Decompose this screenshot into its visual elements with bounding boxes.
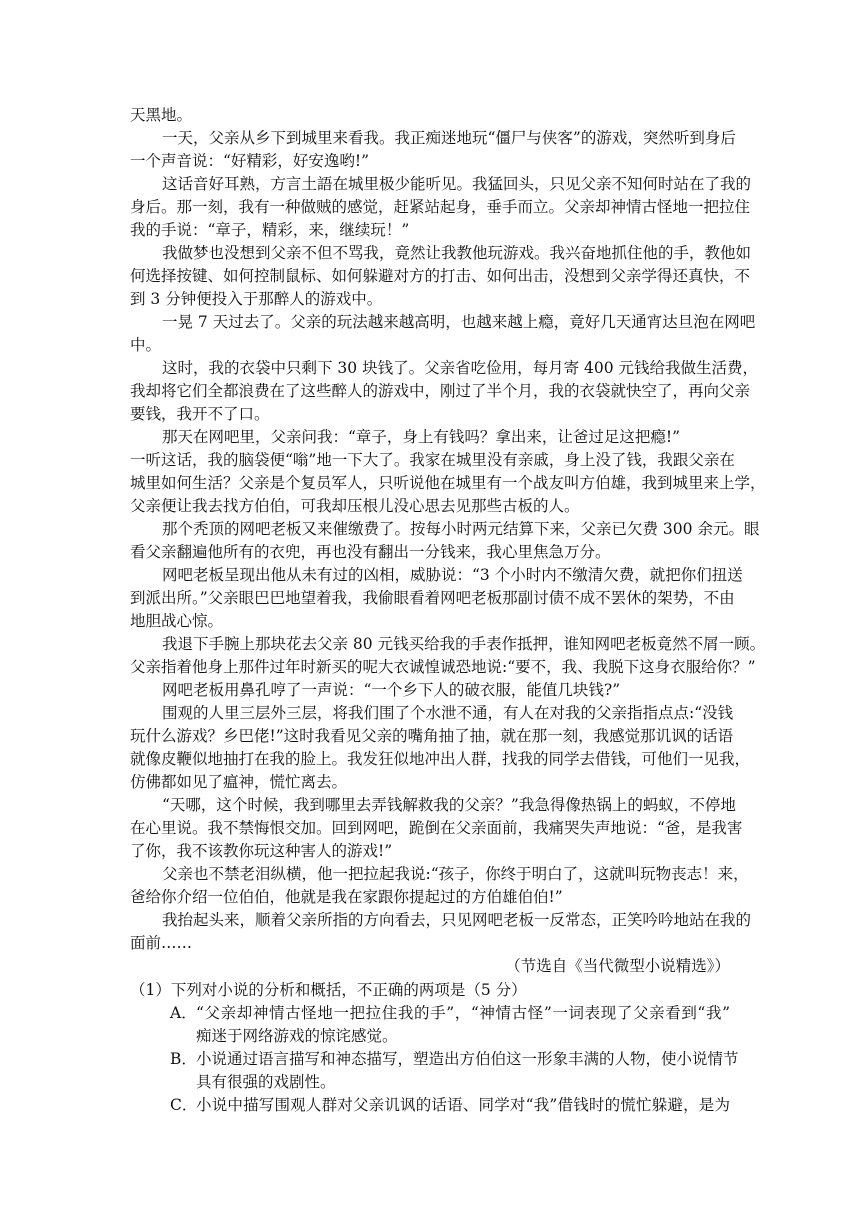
- passage-line: 仿佛都如见了瘟神，慌忙离去。: [130, 773, 348, 791]
- passage-line: 一晃 7 天过去了。父亲的玩法越来越高明，也越来越上瘾，竟好几天通宵达旦泡在网吧: [162, 313, 756, 331]
- passage-line: 我退下手腕上那块花去父亲 80 元钱买给我的手表作抵押，谁知网吧老板竟然不屑一顾。: [162, 635, 766, 653]
- passage-line: 爸给你介绍一位伯伯，他就是我在家跟你提起过的方伯雄伯伯!”: [130, 888, 563, 906]
- passage-line: 了你，我不该教你玩这种害人的游戏!”: [130, 842, 393, 860]
- passage-line: 围观的人里三层外三层，将我们围了个水泄不通，有人在对我的父亲指指点点:“没钱: [162, 704, 734, 722]
- passage-line: 就像皮鞭似地抽打在我的脸上。我发狂似地冲出人群，找我的同学去借钱，可他们一见我，: [130, 750, 751, 768]
- passage-line: 我做梦也没想到父亲不但不骂我，竟然让我教他玩游戏。我兴奋地抓住他的手，教他如: [162, 244, 752, 262]
- passage-line: 在心里说。我不禁悔恨交加。回到网吧，跪倒在父亲面前，我痛哭失声地说：“爸，是我害: [130, 819, 743, 837]
- option-b-label: B．: [170, 1050, 197, 1068]
- passage-line: 我抬起头来，顺着父亲所指的方向看去，只见网吧老板一反常态，正笑吟吟地站在我的: [162, 911, 752, 929]
- passage-line: 我的手说：“章子，精彩，来，继续玩！”: [130, 221, 410, 239]
- passage-line: 那个秃顶的网吧老板又来催缴费了。按每小时两元结算下来，父亲已欠费 300 余元。眼: [162, 520, 760, 538]
- passage-line: 身后。那一刻，我有一种做贼的感觉，赶紧站起身，垂手而立。父亲却神情古怪地一把拉住: [130, 198, 751, 216]
- passage-line: 看父亲翻遍他所有的衣兜，再也没有翻出一分钱来，我心里焦急万分。: [130, 543, 611, 561]
- passage-line: 到 3 分钟便投入于那醉人的游戏中。: [130, 290, 383, 308]
- passage-line: 中。: [130, 336, 162, 354]
- passage-line: 要钱，我开不了口。: [130, 405, 270, 423]
- passage-line: 玩什么游戏？乡巴佬!”这时我看见父亲的嘴角抽了抽，就在那一刻，我感觉那讥讽的话语: [130, 727, 734, 745]
- option-a-text: “父亲却神情古怪地一把拉住我的手”，“神情古怪”一词表现了父亲看到“我”: [196, 1004, 730, 1022]
- option-c-label: C．: [170, 1096, 198, 1114]
- passage-line: 何选择按键、如何控制鼠标、如何躲避对方的打击、如何出击，没想到父亲学得还真快，不: [130, 267, 751, 285]
- option-a-text: 痴迷于网络游戏的惊诧感觉。: [196, 1027, 398, 1045]
- passage-line: 网吧老板呈现出他从未有过的凶相，威胁说：“3 个小时内不缴清欠费，就把你们扭送: [162, 566, 743, 584]
- option-b-text: 小说通过语言描写和神态描写，塑造出方伯伯这一形象丰满的人物，使小说情节: [196, 1050, 739, 1068]
- passage-line: 网吧老板用鼻孔哼了一声说：“一个乡下人的破衣服，能值几块钱?”: [162, 681, 621, 699]
- passage-line: 我却将它们全都浪费在了这些醉人的游戏中，刚过了半个月，我的衣袋就快空了，再向父亲: [130, 382, 751, 400]
- passage-line: 一个声音说：“好精彩，好安逸哟!”: [130, 152, 370, 170]
- passage-line: 这话音好耳熟，方言土語在城里极少能听见。我猛回头，只见父亲不知何时站在了我的: [162, 175, 752, 193]
- passage-line: 父亲便让我去找方伯伯，可我却压根儿没心思去见那些古板的人。: [130, 497, 580, 515]
- passage-line: 一天，父亲从乡下到城里来看我。我正痴迷地玩“僵尸与侠客”的游戏，突然听到身后: [162, 129, 736, 147]
- option-c-text: 小说中描写围观人群对父亲讥讽的话语、同学对“我”借钱时的慌忙躲避，是为: [196, 1096, 730, 1114]
- passage-line: 父亲指着他身上那件过年时新买的呢大衣诚惶诚恐地说:“要不，我、我脱下这身衣服给你？”: [130, 658, 756, 676]
- passage-line: 地胆战心惊。: [130, 612, 224, 630]
- passage-line: 父亲也不禁老泪纵横，他一把拉起我说:“孩子，你终于明白了，这就叫玩物丧志！来，: [162, 865, 749, 883]
- passage-line: 天黑地。: [130, 106, 193, 124]
- passage-line: “天哪，这个时候，我到哪里去弄钱解救我的父亲？”我急得像热锅上的蚂蚁，不停地: [162, 796, 736, 814]
- passage-line: 城里如何生活？父亲是个复员军人，只听说他在城里有一个战友叫方伯雄，我到城里来上学，: [130, 474, 766, 492]
- passage-line: 到派出所。”父亲眼巴巴地望着我，我偷眼看着网吧老板那副讨债不成不罢休的架势，不由: [130, 589, 735, 607]
- passage-line: 这时，我的衣袋中只剩下 30 块钱了。父亲省吃俭用，每月寄 400 元钱给我做生活费，: [162, 359, 759, 377]
- option-b-text: 具有很强的戏剧性。: [196, 1073, 336, 1091]
- passage-line: 那天在网吧里，父亲问我：“章子，身上有钱吗？拿出来，让爸过足这把瘾!”: [162, 428, 681, 446]
- passage-source: （节选自《当代微型小说精选》）: [505, 957, 730, 975]
- option-a-label: A．: [170, 1004, 197, 1022]
- question-stem: （1）下列对小说的分析和概括，不正确的两项是（5 分）: [130, 981, 527, 999]
- passage-line: 面前……: [130, 934, 193, 952]
- passage-line: 一听这话，我的脑袋便“嗡”地一下大了。我家在城里没有亲戚，身上没了钱，我跟父亲在: [130, 451, 735, 469]
